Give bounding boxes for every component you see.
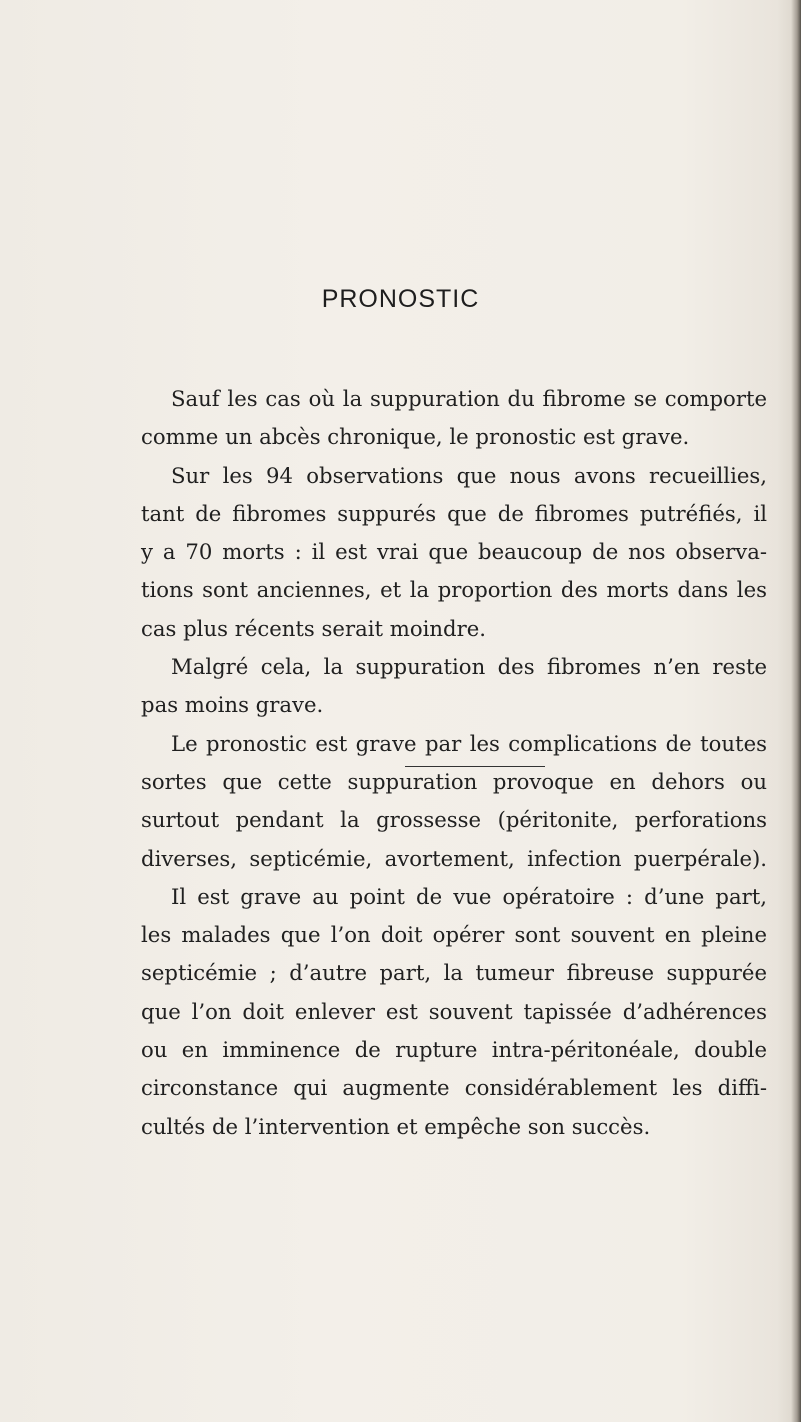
text-line: les malades que l’on doit opérer sont souvent en pleine (141, 922, 767, 948)
page-edge-shadow (791, 0, 801, 1422)
text-line: ou en imminence de rupture intra-péritonéale, double (141, 1037, 767, 1063)
text-line: que l’on doit enlever est souvent tapissée d’adhérences (141, 998, 767, 1024)
text-line: Le pronostic est grave par les complications de toutes (171, 730, 767, 756)
text-line: Sauf les cas où la suppuration du fibrome se comporte (171, 386, 767, 411)
text-line: circonstance qui augmente considérablement les diffi- (141, 1075, 767, 1101)
text-line: pas moins grave. (141, 692, 324, 718)
text-line: diverses, septicémie, avortement, infection puerpérale). (141, 845, 767, 871)
text-line: septicémie ; d’autre part, la tumeur fibreuse suppurée (141, 960, 767, 986)
text-line: comme un abcès chronique, le pronostic est grave. (141, 424, 690, 450)
section-divider (405, 766, 545, 767)
text-line: cultés de l’intervention et empêche son succès. (141, 1113, 651, 1139)
text-line: cas plus récents serait moindre. (141, 615, 486, 641)
section-heading: PRONOSTIC (321, 285, 480, 313)
text-line: surtout pendant la grossesse (péritonite, perforations (141, 807, 767, 833)
text-line: Sur les 94 observations que nous avons recueillies, (171, 462, 767, 488)
text-line: y a 70 morts : il est vrai que beaucoup de nos observa- (141, 539, 767, 565)
text-line: Malgré cela, la suppuration des fibromes n’en reste (171, 654, 767, 680)
text-line: sortes que cette suppuration provoque en dehors ou (141, 768, 767, 794)
body-text (141, 380, 767, 1146)
text-line: tions sont anciennes, et la proportion des morts dans les (141, 577, 767, 603)
text-line: tant de fibromes suppurés que de fibromes putréfiés, il (141, 500, 767, 526)
text-line: Il est grave au point de vue opératoire : d’une part, (171, 883, 767, 909)
